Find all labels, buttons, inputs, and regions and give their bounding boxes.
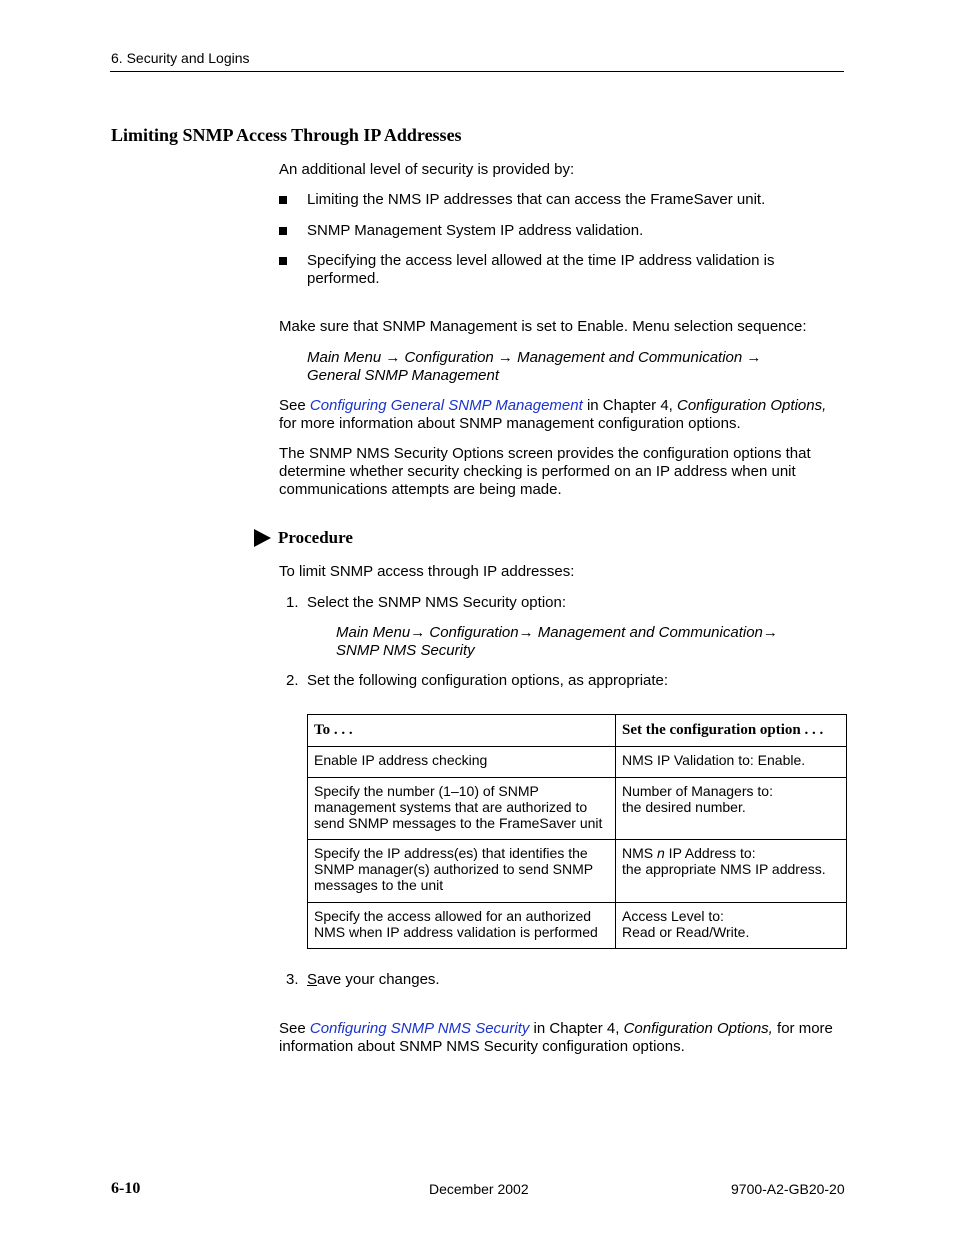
see-general-paragraph: See Configuring General SNMP Management in Chapter 4, Configuration Options, for more information about SNMP management configuration options. — [279, 397, 827, 432]
bullet-square-icon — [279, 196, 287, 204]
page-number: 6-10 — [111, 1180, 141, 1197]
configuring-snmp-nms-security-link[interactable]: Configuring SNMP NMS Security — [309, 1020, 530, 1037]
table-row: Specify the number (1–10) of SNMP management systems that are authorized to send SNMP messages to the FrameSaver unit Number of Managers to: the desired number. — [308, 778, 847, 840]
column-header-to: To . . . — [308, 715, 616, 747]
bullet-square-icon — [279, 227, 287, 235]
menu-path-general: Main Menu → Configuration → Management and Communication → General SNMP Management — [307, 349, 762, 384]
configuring-general-snmp-link[interactable]: Configuring General SNMP Management — [309, 397, 583, 414]
procedure-heading: Procedure — [254, 528, 353, 548]
column-header-set: Set the configuration option . . . — [616, 715, 847, 747]
procedure-intro: To limit SNMP access through IP addresses: — [279, 563, 575, 580]
table-row: Enable IP address checking NMS IP Validation to: Enable. — [308, 747, 847, 778]
table-header-row — [308, 715, 847, 747]
procedure-arrow-icon — [254, 529, 271, 547]
see-nms-security-paragraph: See Configuring SNMP NMS Security in Chapter 4, Configuration Options, for more information about SNMP NMS Security configuration options. — [279, 1020, 833, 1055]
step-1: 1. Select the SNMP NMS Security option: — [286, 594, 566, 611]
table-row: Specify the access allowed for an authorized NMS when IP address validation is performed Access Level to: Read or Read/Write. — [308, 903, 847, 949]
section-heading: Limiting SNMP Access Through IP Addresses — [111, 125, 462, 145]
table-row: Specify the IP address(es) that identifies the SNMP manager(s) authorized to send SNMP messages to the unit NMS n IP Address to: the appropriate NMS IP address. — [308, 840, 847, 903]
configuration-table — [307, 714, 847, 949]
footer-date: December 2002 — [429, 1181, 529, 1197]
footer-doc-number: 9700-A2-GB20-20 — [731, 1181, 845, 1197]
header-rule — [110, 71, 844, 72]
bullet-square-icon — [279, 257, 287, 265]
step-2: 2. Set the following configuration options, as appropriate: — [286, 672, 669, 689]
intro-paragraph: An additional level of security is provided by: — [279, 161, 575, 178]
step-3: 3. Save your changes. — [286, 971, 440, 988]
screen-description-paragraph: The SNMP NMS Security Options screen provides the configuration options that determine whether security checking is performed on an IP address when unit communications attempts are being made. — [279, 445, 811, 498]
enable-paragraph: Make sure that SNMP Management is set to Enable. Menu selection sequence: — [279, 318, 807, 335]
running-header: 6. Security and Logins — [111, 50, 250, 66]
menu-path-nms-security: Main Menu→ Configuration→ Management and Communication→ SNMP NMS Security — [336, 624, 778, 659]
